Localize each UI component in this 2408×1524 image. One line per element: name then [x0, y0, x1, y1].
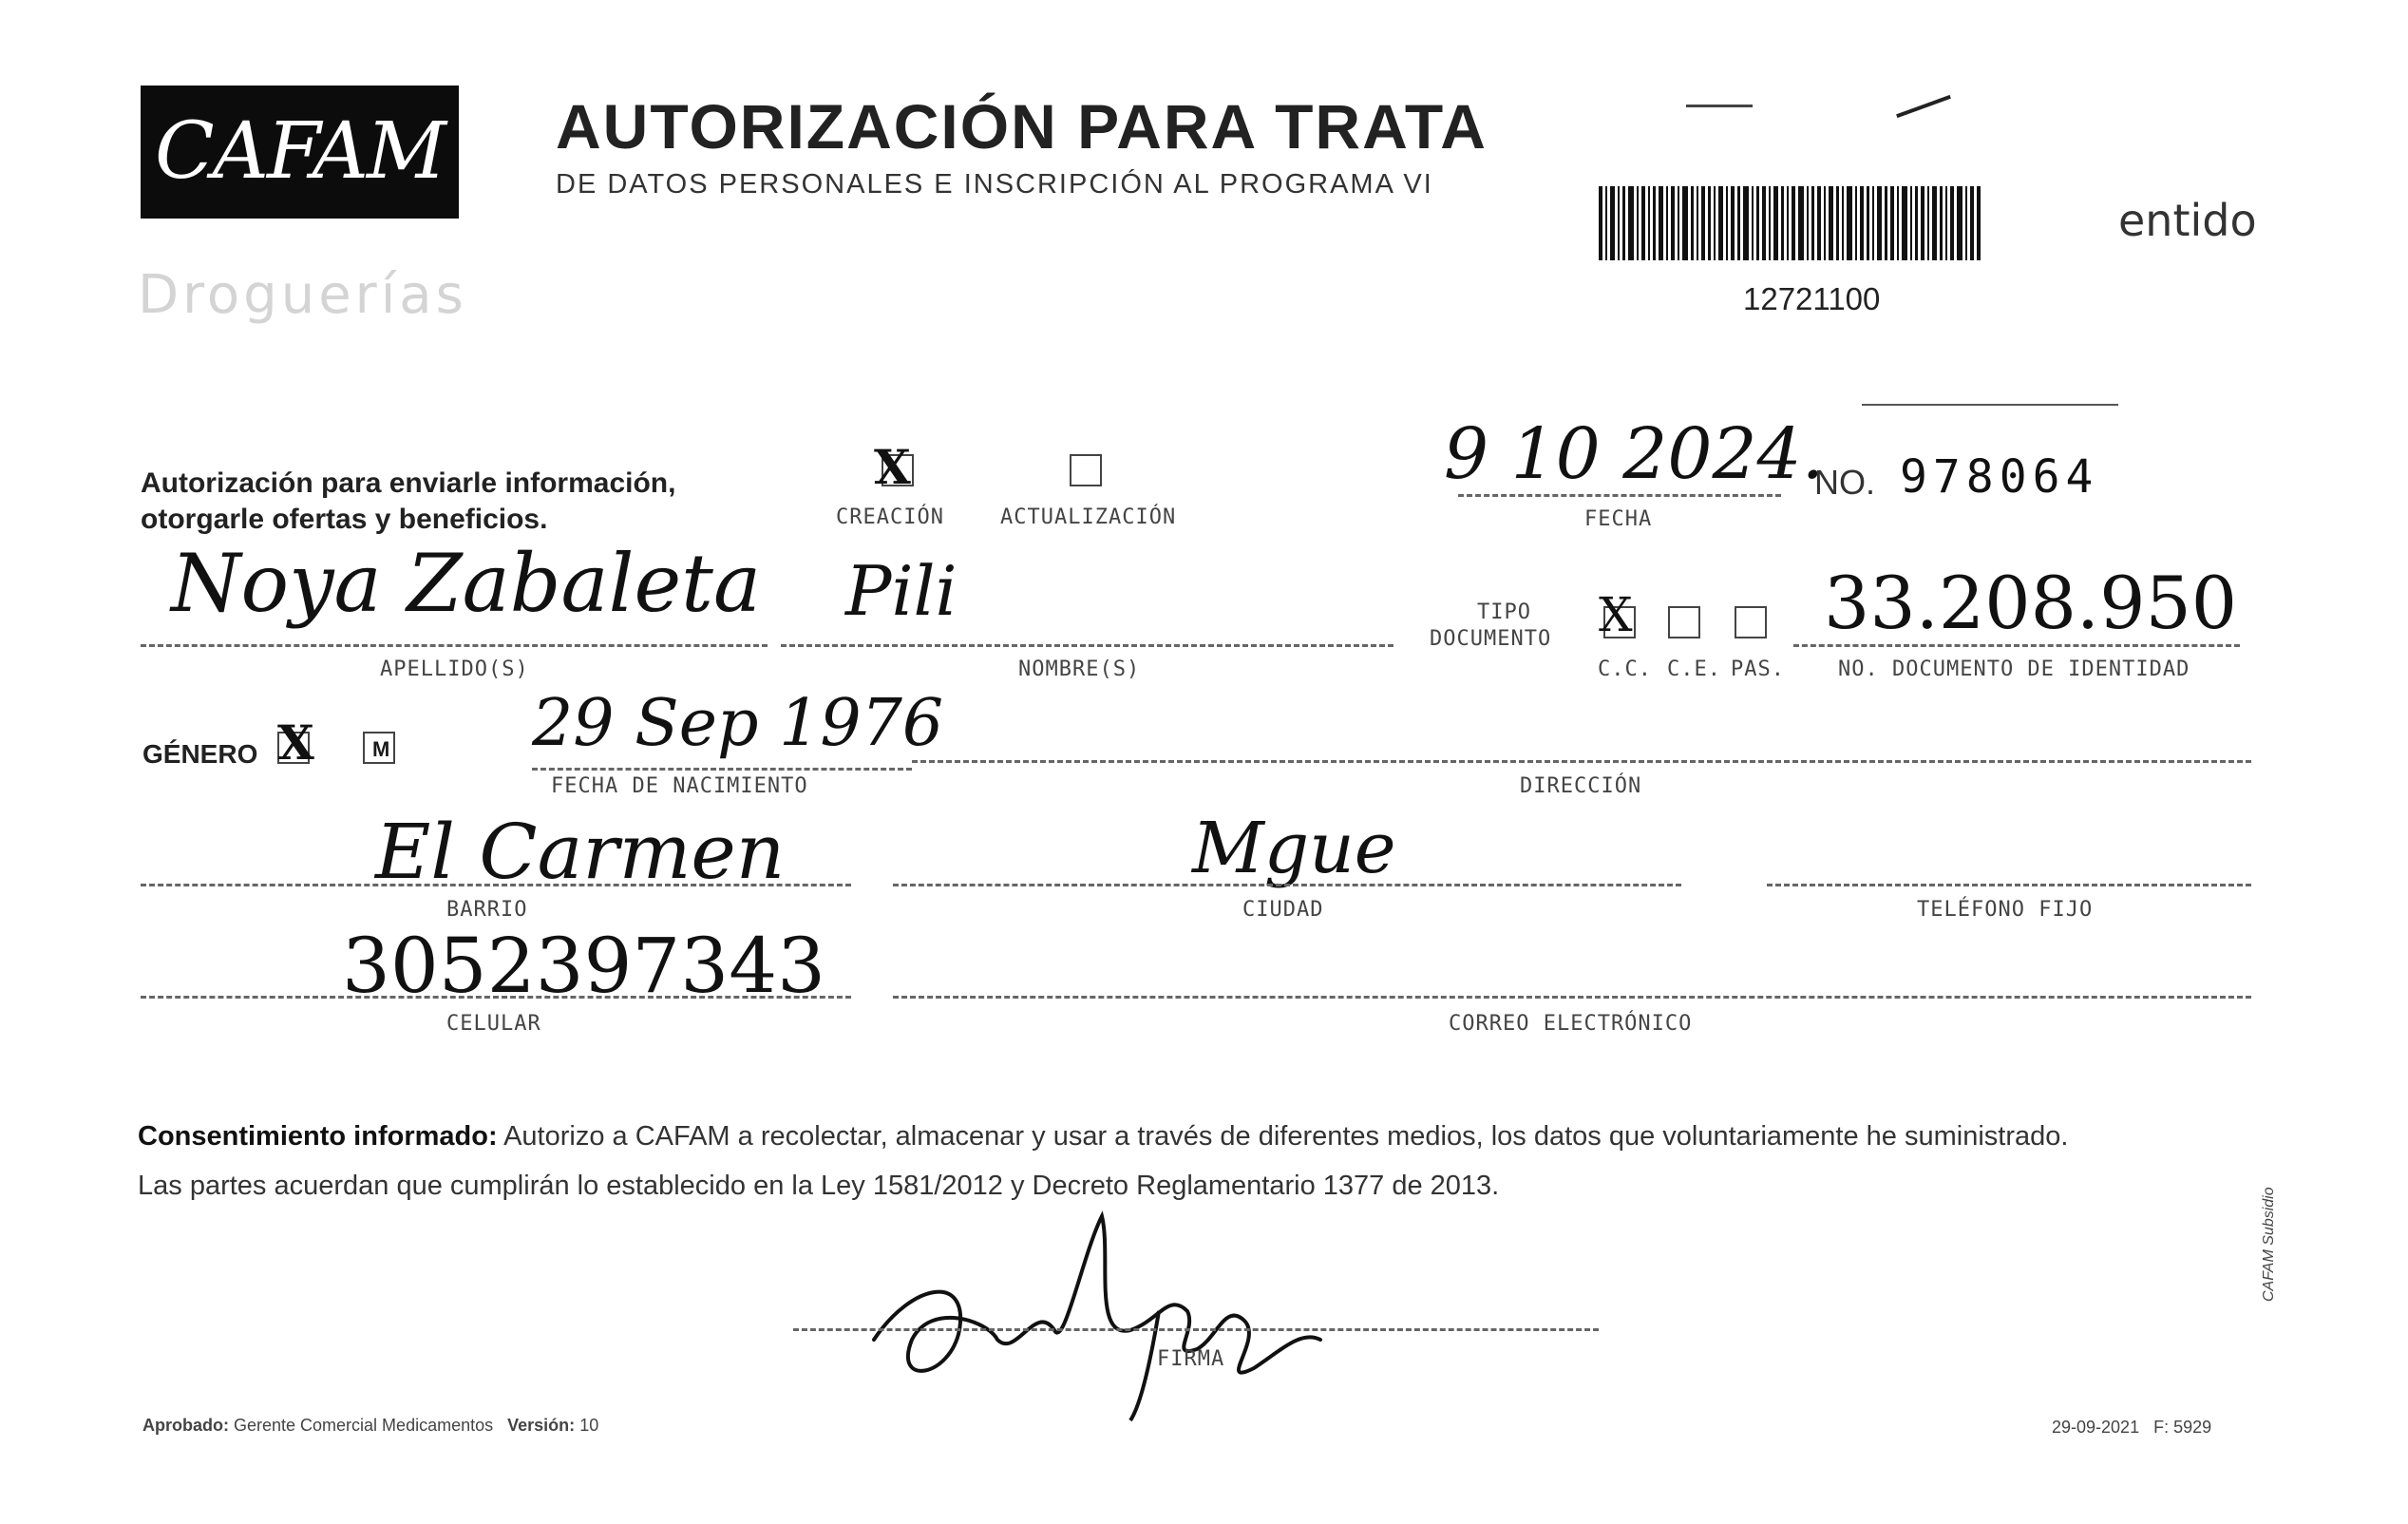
barcode-icon [1599, 186, 1981, 260]
genero-label: GÉNERO [142, 739, 258, 769]
tipo-label-1: TIPO [1477, 600, 1531, 624]
brand-subtitle: Droguerías [138, 264, 467, 326]
actualizacion-checkbox[interactable] [1070, 454, 1102, 486]
consent-text-1: Autorizo a CAFAM a recolectar, almacenar y usar a través de diferentes medios, los datos que voluntariamente he suministrado. [497, 1121, 2069, 1152]
celular-label: CELULAR [446, 1012, 541, 1036]
footer-left [142, 1416, 598, 1436]
fecha-nacimiento-label: FECHA DE NACIMIENTO [551, 774, 808, 798]
barcode-number: 12721100 [1743, 281, 1881, 316]
fecha-line [1458, 494, 1781, 497]
side-text: CAFAM Subsidio [2261, 1187, 2277, 1302]
cafam-logo: CAFAM [155, 106, 445, 197]
fecha-value: 9 10 2024. [1444, 413, 1825, 495]
fecha-nacimiento-line[interactable] [532, 768, 912, 771]
ce-label: C.E. [1667, 657, 1721, 681]
pas-label: PAS. [1731, 657, 1785, 681]
apellido-value: Noya Zabaleta [171, 537, 762, 630]
actualizacion-label: ACTUALIZACIÓN [1000, 505, 1177, 529]
document-title: AUTORIZACIÓN PARA TRATA [556, 91, 1488, 162]
documento-line[interactable] [1793, 644, 2240, 647]
footer-date: 29-09-2021 [2052, 1418, 2140, 1437]
nombre-line[interactable] [781, 644, 1394, 647]
numero-prefix: NO. [1814, 463, 1876, 502]
barrio-line[interactable] [141, 884, 851, 886]
telefono-fijo-line[interactable] [1767, 884, 2251, 886]
title-fragment: entido [2118, 195, 2257, 246]
consent-text [138, 1112, 2256, 1210]
correo-line[interactable] [893, 996, 2251, 999]
top-stroke-2 [1896, 95, 1951, 118]
creacion-label: CREACIÓN [836, 505, 944, 529]
documento-label: NO. DOCUMENTO DE IDENTIDAD [1838, 657, 2190, 681]
telefono-fijo-label: TELÉFONO FIJO [1917, 898, 2094, 922]
barrio-label: BARRIO [446, 898, 528, 922]
firma-label: FIRMA [1157, 1347, 1225, 1371]
signature-icon [855, 1197, 1349, 1425]
intro-line-1: Autorización para enviarle información, [141, 467, 676, 499]
aprobado-label: Aprobado: [142, 1416, 229, 1435]
nombre-label: NOMBRE(S) [1018, 657, 1141, 681]
cc-mark: X [1599, 587, 1633, 642]
intro-line-2: otorgarle ofertas y beneficios. [141, 504, 548, 535]
footer-code: F: 5929 [2153, 1418, 2212, 1437]
version-label: Versión: [507, 1416, 576, 1435]
aprobado-value: Gerente Comercial Medicamentos [234, 1416, 494, 1435]
nombre-value: Pili [845, 551, 958, 631]
barrio-value: El Carmen [375, 808, 786, 896]
consent-text-2: Las partes acuerdan que cumplirán lo establecido en la Ley 1581/2012 y Decreto Reglamentario 1377 de 2013. [138, 1171, 1500, 1201]
ce-checkbox[interactable] [1668, 606, 1700, 638]
cc-label: C.C. [1598, 657, 1652, 681]
ciudad-line[interactable] [893, 884, 1681, 886]
celular-line[interactable] [141, 996, 851, 999]
fecha-label: FECHA [1584, 507, 1653, 531]
pas-checkbox[interactable] [1735, 606, 1767, 638]
documento-value: 33.208.950 [1824, 561, 2238, 645]
direccion-label: DIRECCIÓN [1520, 774, 1642, 798]
genero-m-label: M [372, 737, 390, 761]
creacion-mark: X [874, 439, 911, 495]
correo-label: CORREO ELECTRÓNICO [1449, 1012, 1693, 1036]
apellido-label: APELLIDO(S) [380, 657, 529, 681]
top-rule [1862, 404, 2118, 406]
ciudad-value: Mgue [1192, 808, 1396, 889]
celular-value: 3052397343 [342, 922, 825, 1010]
numero-value: 978064 [1900, 450, 2099, 504]
ciudad-label: CIUDAD [1242, 898, 1324, 922]
direccion-line[interactable] [912, 760, 2251, 763]
footer-right [2052, 1418, 2211, 1438]
firma-line[interactable] [793, 1328, 1599, 1331]
consent-heading: Consentimiento informado: [138, 1121, 498, 1152]
document-subtitle: DE DATOS PERSONALES E INSCRIPCIÓN AL PROGRAMA VI [556, 169, 1433, 200]
apellido-line[interactable] [141, 644, 768, 647]
intro-text [141, 466, 675, 538]
fecha-nacimiento-value: 29 Sep 1976 [532, 686, 944, 761]
genero-mark: X [277, 714, 314, 771]
top-stroke [1686, 105, 1753, 107]
version-value: 10 [579, 1416, 599, 1435]
tipo-label-2: DOCUMENTO [1430, 627, 1552, 651]
